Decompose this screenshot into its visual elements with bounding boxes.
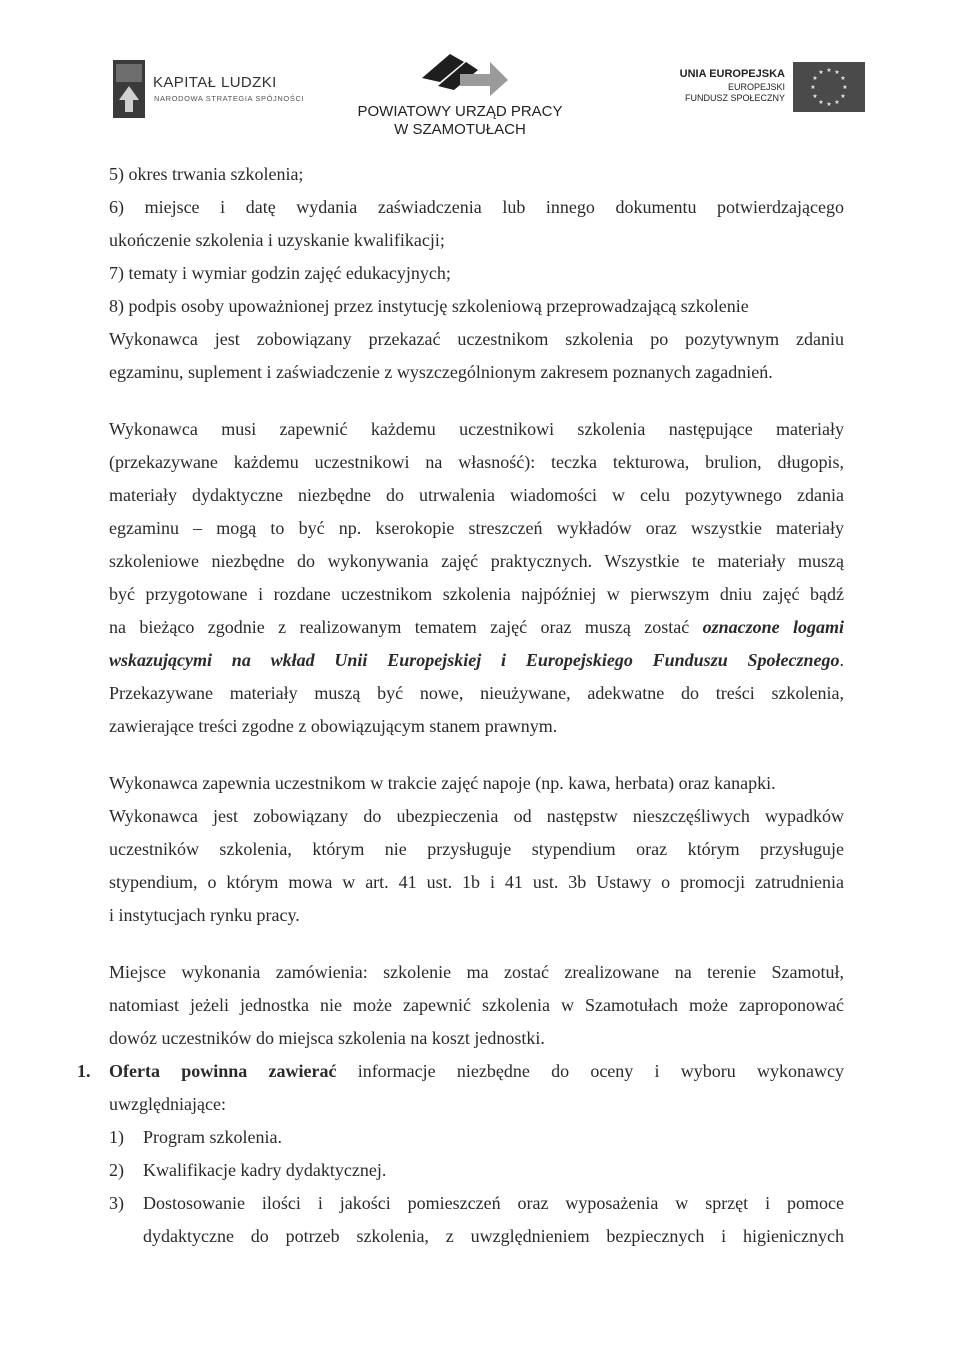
paragraph-line: dowóz uczestników do miejsca szkolenia na koszt jednostki. xyxy=(109,1028,545,1048)
page-header xyxy=(0,0,960,150)
paragraph-line: Przekazywane materiały muszą być nowe, nieużywane, adekwatne do treści szkolenia, xyxy=(109,683,844,703)
list-number: 1) xyxy=(109,1127,124,1147)
eu-title: UNIA EUROPEJSKA xyxy=(679,68,785,80)
paragraph-line: Wykonawca zapewnia uczestnikom w trakcie zajęć napoje (np. kawa, herbata) oraz kanapki. xyxy=(109,773,776,793)
list-number: 3) xyxy=(109,1193,124,1213)
plain-text: na bieżąco zgodnie z realizowanym tematem zajęć oraz muszą zostać xyxy=(109,617,690,637)
eu-logo xyxy=(660,60,865,120)
paragraph-line: (przekazywane każdemu uczestnikowi na własność): teczka tekturowa, brulion, długopis, xyxy=(109,452,844,472)
paragraph-line: egzaminu – mogą to być np. kserokopie streszczeń wykładów oraz wszystkie materiały xyxy=(109,518,844,538)
item-8: 8) podpis osoby upoważnionej przez instytucję szkoleniową przeprowadzającą szkolenie xyxy=(109,296,749,316)
svg-text:★: ★ xyxy=(812,93,818,100)
paragraph-line: być przygotowane i rozdane uczestnikom szkolenia najpóźniej w pierwszym dniu zajęć bądź xyxy=(109,584,844,604)
emphasis-text: wskazującymi na wkład Unii Europejskiej i Europejskiego Funduszu Społecznego xyxy=(109,650,840,670)
section-1 xyxy=(77,1055,844,1088)
svg-text:★: ★ xyxy=(834,69,840,76)
svg-text:★: ★ xyxy=(818,69,824,76)
svg-text:★: ★ xyxy=(826,101,832,108)
paragraph-line: egzaminu, suplement i zaświadczenie z wyszczególnionym zakresem poznanych zagadnień. xyxy=(109,362,773,382)
paragraph-line: zawierające treści zgodne z obowiązującym stanem prawnym. xyxy=(109,716,558,736)
list-item xyxy=(109,1154,844,1187)
item-5: 5) okres trwania szkolenia; xyxy=(109,164,304,184)
pup-logo xyxy=(340,48,580,148)
eu-flag-icon xyxy=(793,62,865,112)
paragraph-line: materiały dydaktyczne niezbędne do utrwalenia wiadomości w celu pozytywnego zdania xyxy=(109,485,844,505)
paragraph-line: Wykonawca jest zobowiązany do ubezpieczenia od następstw nieszczęśliwych wypadków xyxy=(109,806,844,826)
eu-fund-line1: EUROPEJSKI xyxy=(727,82,785,92)
section-number: 1. xyxy=(77,1061,91,1081)
period: . xyxy=(839,650,844,670)
list-text: Program szkolenia. xyxy=(143,1127,282,1147)
section-1-cont: uwzględniające: xyxy=(109,1094,226,1114)
svg-text:★: ★ xyxy=(818,99,824,106)
paragraph-line: szkoleniowe niezbędne do wykonywania zajęć praktycznych. Wszystkie te materiały muszą xyxy=(109,551,844,571)
section-text: informacje niezbędne do oceny i wyboru wykonawcy xyxy=(357,1061,844,1081)
kapital-ludzki-logo xyxy=(113,58,303,120)
svg-text:★: ★ xyxy=(826,67,832,74)
item-7: 7) tematy i wymiar godzin zajęć edukacyjnych; xyxy=(109,263,451,283)
paragraph-line: uczestników szkolenia, którym nie przysługuje stypendium oraz którym przysługuje xyxy=(109,839,844,859)
paragraph-line: Wykonawca jest zobowiązany przekazać uczestnikom szkolenia po pozytywnym zdaniu xyxy=(109,329,844,349)
list-item xyxy=(109,1187,844,1220)
pup-name-line2: W SZAMOTUŁACH xyxy=(394,121,526,138)
paragraph-line: Wykonawca musi zapewnić każdemu uczestnikowi szkolenia następujące materiały xyxy=(109,419,844,439)
item-6: 6) miejsce i datę wydania zaświadczenia lub innego dokumentu potwierdzającego xyxy=(109,197,844,217)
eu-fund-line2: FUNDUSZ SPOŁECZNY xyxy=(684,93,785,103)
svg-text:★: ★ xyxy=(840,93,846,100)
pup-name-line1: POWIATOWY URZĄD PRACY xyxy=(357,103,563,120)
paragraph-line: i instytucjach rynku pracy. xyxy=(109,905,300,925)
list-item-cont xyxy=(109,1220,844,1253)
paragraph-line: stypendium, o którym mowa w art. 41 ust. 1b i 41 ust. 3b Ustawy o promocji zatrudnienia xyxy=(109,872,844,892)
kapital-ludzki-subtitle: NARODOWA STRATEGIA SPÓJNOŚCI xyxy=(154,94,305,103)
list-item xyxy=(109,1121,844,1154)
paragraph-line-emphasis xyxy=(109,644,844,677)
kapital-ludzki-emblem-icon xyxy=(113,60,145,118)
list-text: Kwalifikacje kadry dydaktycznej. xyxy=(143,1160,387,1180)
emphasis-text: oznaczone logami xyxy=(702,617,845,637)
svg-text:★: ★ xyxy=(834,99,840,106)
list-number: 2) xyxy=(109,1160,124,1180)
document-body xyxy=(77,158,845,1253)
paragraph-line: natomiast jeżeli jednostka nie może zapewnić szkolenia w Szamotułach może zaproponować xyxy=(109,995,844,1015)
section-bold-text: Oferta powinna zawierać xyxy=(109,1061,337,1081)
list-text: dydaktyczne do potrzeb szkolenia, z uwzględnieniem bezpiecznych i higienicznych xyxy=(143,1226,844,1246)
pup-arrow-icon xyxy=(420,48,510,100)
svg-text:★: ★ xyxy=(812,75,818,82)
svg-text:★: ★ xyxy=(840,75,846,82)
paragraph-line-emphasis xyxy=(109,611,844,644)
svg-text:★: ★ xyxy=(810,84,816,91)
paragraph-line: Miejsce wykonania zamówienia: szkolenie ma zostać zrealizowane na terenie Szamotuł, xyxy=(109,962,844,982)
item-6-cont: ukończenie szkolenia i uzyskanie kwalifikacji; xyxy=(109,230,445,250)
kapital-ludzki-title: KAPITAŁ LUDZKI xyxy=(153,74,277,91)
svg-text:★: ★ xyxy=(842,84,848,91)
list-text: Dostosowanie ilości i jakości pomieszczeń oraz wyposażenia w sprzęt i pomoce xyxy=(143,1193,844,1213)
